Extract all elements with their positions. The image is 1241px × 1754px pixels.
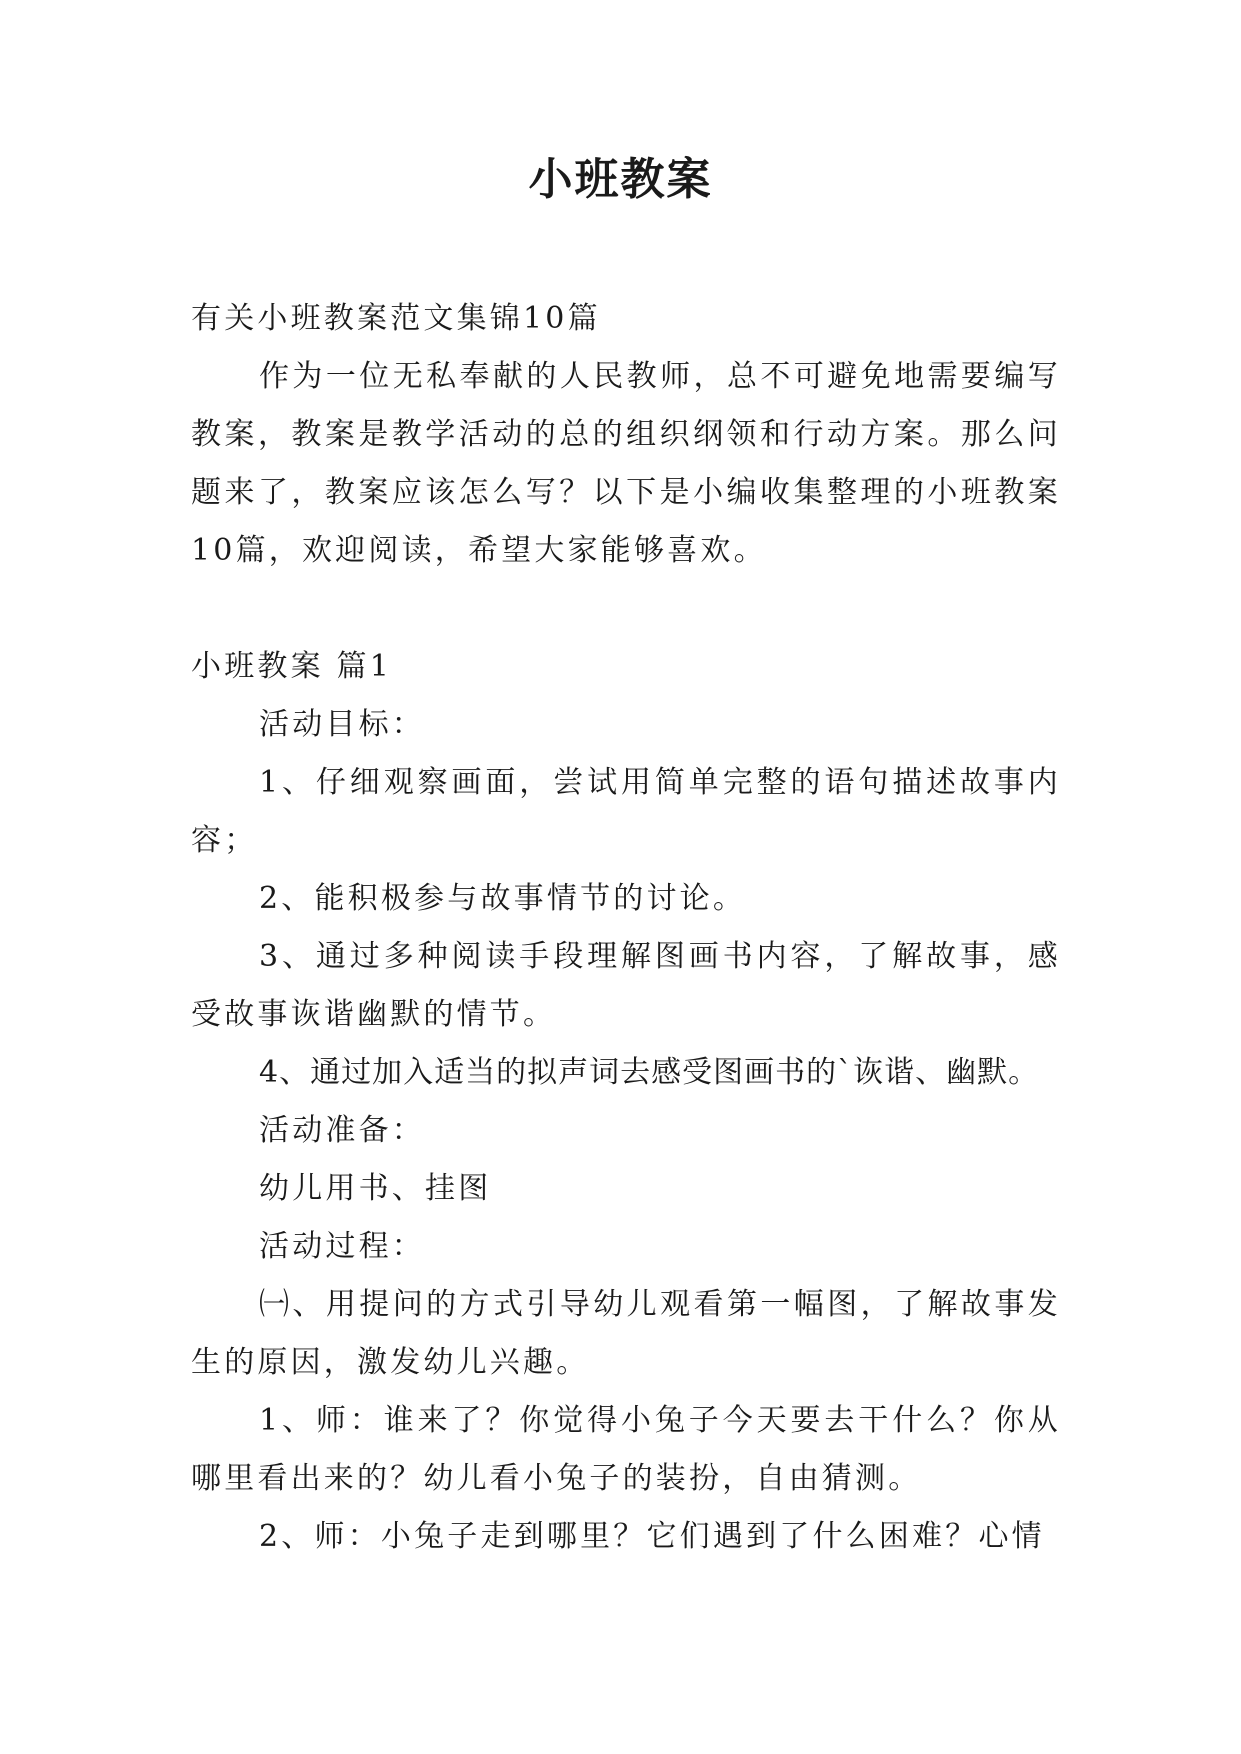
document-body xyxy=(191,290,1061,1566)
body-paragraph: 3、通过多种阅读手段理解图画书内容，了解故事，感受故事诙谐幽默的情节。 xyxy=(191,939,1061,1032)
body-paragraph: 2、能积极参与故事情节的讨论。 xyxy=(259,881,747,916)
document-title: 小班教案 xyxy=(528,154,713,205)
body-paragraph: 活动准备： xyxy=(259,1113,425,1148)
document-subtitle: 有关小班教案范文集锦10篇 xyxy=(191,301,601,336)
body-paragraph: 1、师：谁来了？你觉得小兔子今天要去干什么？你从哪里看出来的？幼儿看小兔子的装扮，自由猜测。 xyxy=(191,1403,1061,1496)
intro-paragraph: 作为一位无私奉献的人民教师，总不可避免地需要编写教案，教案是教学活动的总的组织纲领和行动方案。那么问题来了，教案应该怎么写？以下是小编收集整理的小班教案10篇，欢迎阅读，希望大家能够喜欢。 xyxy=(191,359,1061,568)
body-paragraph: 4、通过加入适当的拟声词去感受图画书的`诙谐、幽默。 xyxy=(259,1055,1040,1090)
body-paragraph: ㈠、用提问的方式引导幼儿观看第一幅图，了解故事发生的原因，激发幼儿兴趣。 xyxy=(191,1287,1061,1380)
body-paragraph: 2、师：小兔子走到哪里？它们遇到了什么困难？心情 xyxy=(259,1519,1045,1554)
body-paragraph: 活动目标： xyxy=(259,707,425,742)
body-paragraph: 活动过程： xyxy=(259,1229,425,1264)
paragraph-spacer xyxy=(191,580,1061,638)
body-paragraph: 1、仔细观察画面，尝试用简单完整的语句描述故事内容； xyxy=(191,765,1061,858)
section-heading: 小班教案 篇1 xyxy=(191,649,393,684)
body-paragraph: 幼儿用书、挂图 xyxy=(259,1171,492,1206)
